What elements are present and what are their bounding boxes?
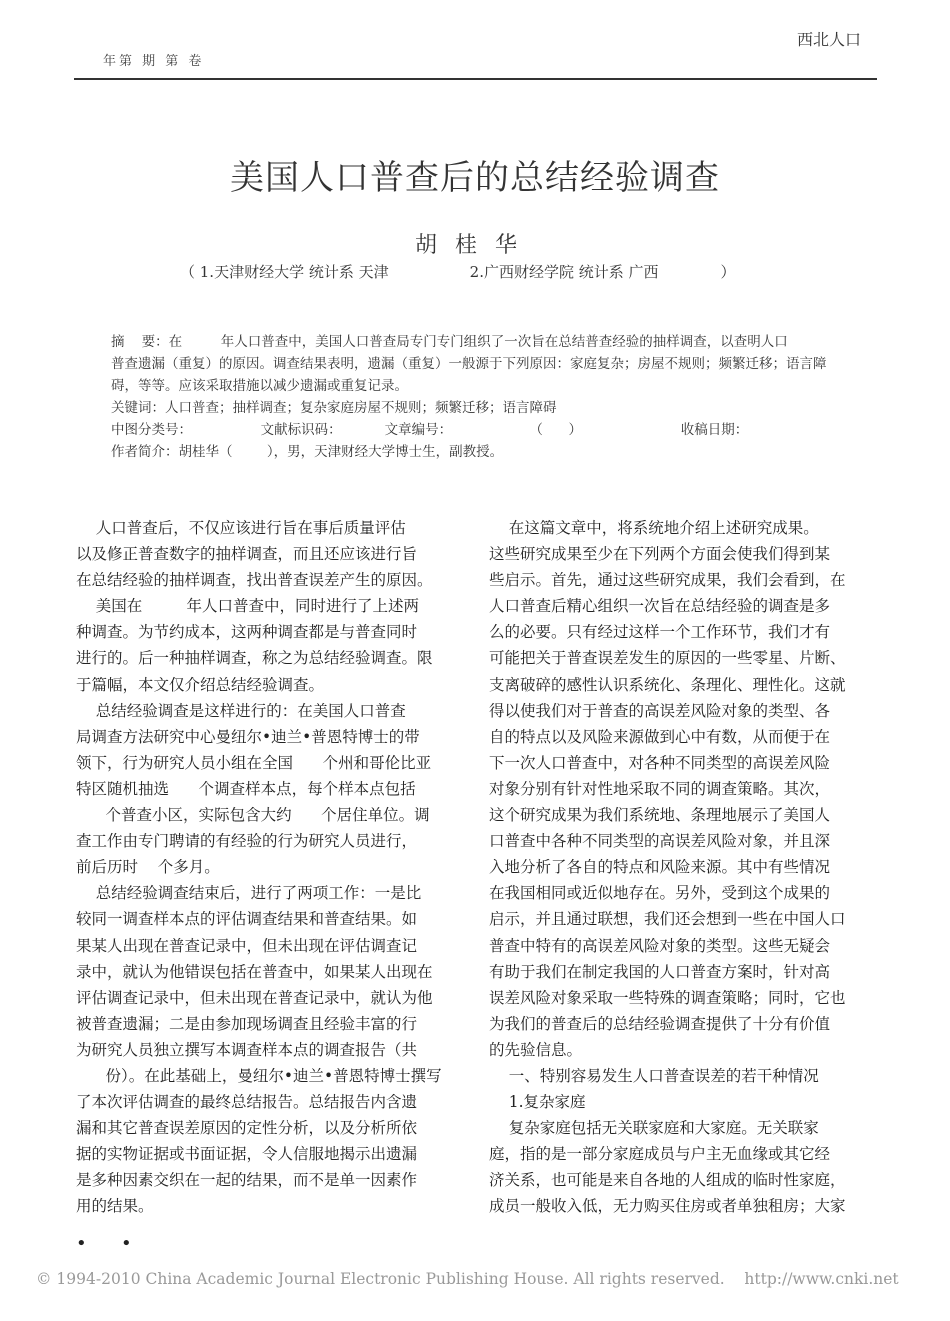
body-text-line: 自的特点以及风险来源做到心中有数，从而便于在 — [489, 727, 831, 746]
body-text-line: 评估调查记录中，但未出现在普查记录中，就认为他 — [76, 988, 433, 1007]
body-text-line: 人口普查后，不仅应该进行旨在事后质量评估 — [76, 519, 406, 537]
body-text-line: 于篇幅，本文仅介绍总结经验调查。 — [76, 675, 325, 694]
body-text-line: 种调查。为节约成本，这两种调查都是与普查同时 — [76, 623, 418, 642]
body-text-line: 支离破碎的感性认识系统化、条理化、理性化。这就 — [489, 675, 846, 694]
body-text-line: 启示，并且通过联想，我们还会想到一些在中国人口 — [489, 910, 846, 929]
body-text-line: 果某人出现在普查记录中，但未出现在评估调查记 — [76, 936, 418, 955]
copyright-footer: © 1994-2010 China Academic Journal Electronic Publishing House. All rights reserved. http://www.cnki.net — [36, 1270, 899, 1288]
body-text-line: 1.复杂家庭 — [489, 1093, 586, 1112]
body-text-line: 济关系，也可能是来自各地的人组成的临时性家庭， — [489, 1171, 846, 1190]
body-text-line: 领下，行为研究人员小组在全国 个州和哥伦比亚 — [76, 753, 432, 772]
body-text-line: 复杂家庭包括无关联家庭和大家庭。无关联家 — [489, 1119, 819, 1138]
body-text-line: 可能把关于普查误差发生的原因的一些零星、片断、 — [489, 649, 846, 668]
body-text-line: 在总结经验的抽样调查，找出普查误差产生的原因。 — [76, 571, 433, 590]
body-text-line: 这些研究成果至少在下列两个方面会使我们得到某 — [489, 545, 831, 564]
body-text-line: 么的必要。只有经过这样一个工作环节，我们才有 — [489, 623, 831, 642]
body-text-line: 口普查中各种不同类型的高误差风险对象，并且深 — [489, 832, 831, 851]
body-text-line: 人口普查后精心组织一次旨在总结经验的调查是多 — [489, 597, 831, 616]
body-text-line: 庭，指的是一部分家庭成员与户主无血缘或其它经 — [489, 1145, 831, 1164]
body-text-line: 误差风险对象采取一些特殊的调查策略；同时，它也 — [489, 988, 846, 1007]
abstract-line: 摘 要：在 年人口普查中，美国人口普查局专门专门组织了一次旨在总结普查经验的抽样调查，以查明人口 — [111, 334, 788, 350]
body-text-line: 个普查小区，实际包含大约 个居住单位。调 — [76, 806, 430, 825]
body-text-line: 了本次评估调查的最终总结报告。总结报告内含遗 — [76, 1093, 418, 1112]
body-text-line: 用的结果。 — [76, 1197, 154, 1216]
body-text-line: 总结经验调查是这样进行的：在美国人口普查 — [76, 701, 406, 720]
journal-issue-info: 年第 期 第 卷 — [103, 54, 205, 69]
abstract-line: 普查遗漏（重复）的原因。调查结果表明，遗漏（重复）一般源于下列原因：家庭复杂；房屋不规则；频繁迁移；语言障 — [111, 356, 827, 372]
author-bio-line: 作者简介：胡桂华（ ），男，天津财经大学博士生，副教授。 — [111, 444, 504, 460]
article-title: 美国人口普查后的总结经验调查 — [230, 158, 720, 198]
body-text-line: 录中，就认为他错误包括在普查中，如果某人出现在 — [76, 962, 433, 981]
keywords-line: 关键词：人口普查；抽样调查；复杂家庭房屋不规则；频繁迁移；语言障碍 — [111, 400, 557, 416]
body-text-line: 是多种因素交织在一起的结果，而不是单一因素作 — [76, 1171, 418, 1190]
body-text-line: 普查中特有的高误差风险对象的类型。这些无疑会 — [489, 936, 831, 955]
body-text-line: 在这篇文章中，将系统地介绍上述研究成果。 — [489, 519, 819, 537]
body-text-line: 入地分析了各自的特点和风险来源。其中有些情况 — [489, 858, 831, 877]
body-text-line: 得以使我们对于普查的高误差风险对象的类型、各 — [489, 701, 831, 720]
body-text-line: 漏和其它普查误差原因的定性分析，以及分析所依 — [76, 1119, 418, 1138]
abstract-block — [111, 331, 846, 463]
body-text-line: 成员一般收入低，无力购买住房或者单独租房；大家 — [489, 1197, 846, 1216]
right-column — [489, 515, 887, 1220]
abstract-line: 碍，等等。应该采取措施以减少遗漏或重复记录。 — [111, 378, 408, 394]
body-text-line: 前后历时 个多月。 — [76, 858, 220, 877]
left-column — [76, 515, 472, 1220]
author-name: 胡桂华 — [414, 233, 535, 258]
body-text-line: 这个研究成果为我们系统地、条理地展示了美国人 — [489, 806, 831, 825]
body-text-line: 有助于我们在制定我国的人口普查方案时，针对高 — [489, 962, 831, 981]
body-text-line: 为研究人员独立撰写本调查样本点的调查报告（共 — [76, 1040, 418, 1059]
body-text-line: 在我国相同或近似地存在。另外，受到这个成果的 — [489, 884, 831, 903]
header-rule — [74, 78, 877, 80]
page-marker: • • — [76, 1233, 132, 1254]
body-text-line: 下一次人口普查中，对各种不同类型的高误差风险 — [489, 753, 831, 772]
body-text-line: 份）。在此基础上，曼纽尔•迪兰•普恩特博士撰写 — [76, 1066, 442, 1085]
classification-line: 中图分类号： 文献标识码： 文章编号： （ ） 收稿日期： — [111, 422, 749, 438]
body-text-line: 特区随机抽选 个调查样本点，每个样本点包括 — [76, 779, 416, 798]
body-text-line: 为我们的普查后的总结经验调查提供了十分有价值 — [489, 1014, 831, 1033]
body-text-line: 对象分别有针对性地采取不同的调查策略。其次， — [489, 779, 831, 798]
body-text-line: 些启示。首先，通过这些研究成果，我们会看到，在 — [489, 571, 846, 590]
body-text-line: 较同一调查样本点的评估调查结果和普查结果。如 — [76, 910, 418, 929]
body-text-line: 一、特别容易发生人口普查误差的若干种情况 — [489, 1066, 819, 1085]
body-text-line: 的先验信息。 — [489, 1040, 583, 1059]
body-text-line: 局调查方法研究中心曼纽尔•迪兰•普恩特博士的带 — [76, 727, 420, 746]
body-text-line: 被普查遗漏；二是由参加现场调查且经验丰富的行 — [76, 1014, 418, 1033]
body-text-line: 美国在 年人口普查中，同时进行了上述两 — [76, 597, 420, 616]
body-text-line: 查工作由专门聘请的有经验的行为研究人员进行， — [76, 832, 418, 851]
body-text-line: 以及修正普查数字的抽样调查，而且还应该进行旨 — [76, 545, 418, 564]
author-affiliation: （ 1.天津财经大学 统计系 天津 2.广西财经学院 统计系 广西 ） — [180, 263, 736, 281]
body-text-line: 总结经验调查结束后，进行了两项工作：一是比 — [76, 884, 422, 903]
body-text-line: 进行的。后一种抽样调查，称之为总结经验调查。限 — [76, 649, 433, 668]
journal-name: 西北人口 — [797, 30, 862, 49]
body-text-line: 据的实物证据或书面证据，令人信服地揭示出遗漏 — [76, 1145, 418, 1164]
